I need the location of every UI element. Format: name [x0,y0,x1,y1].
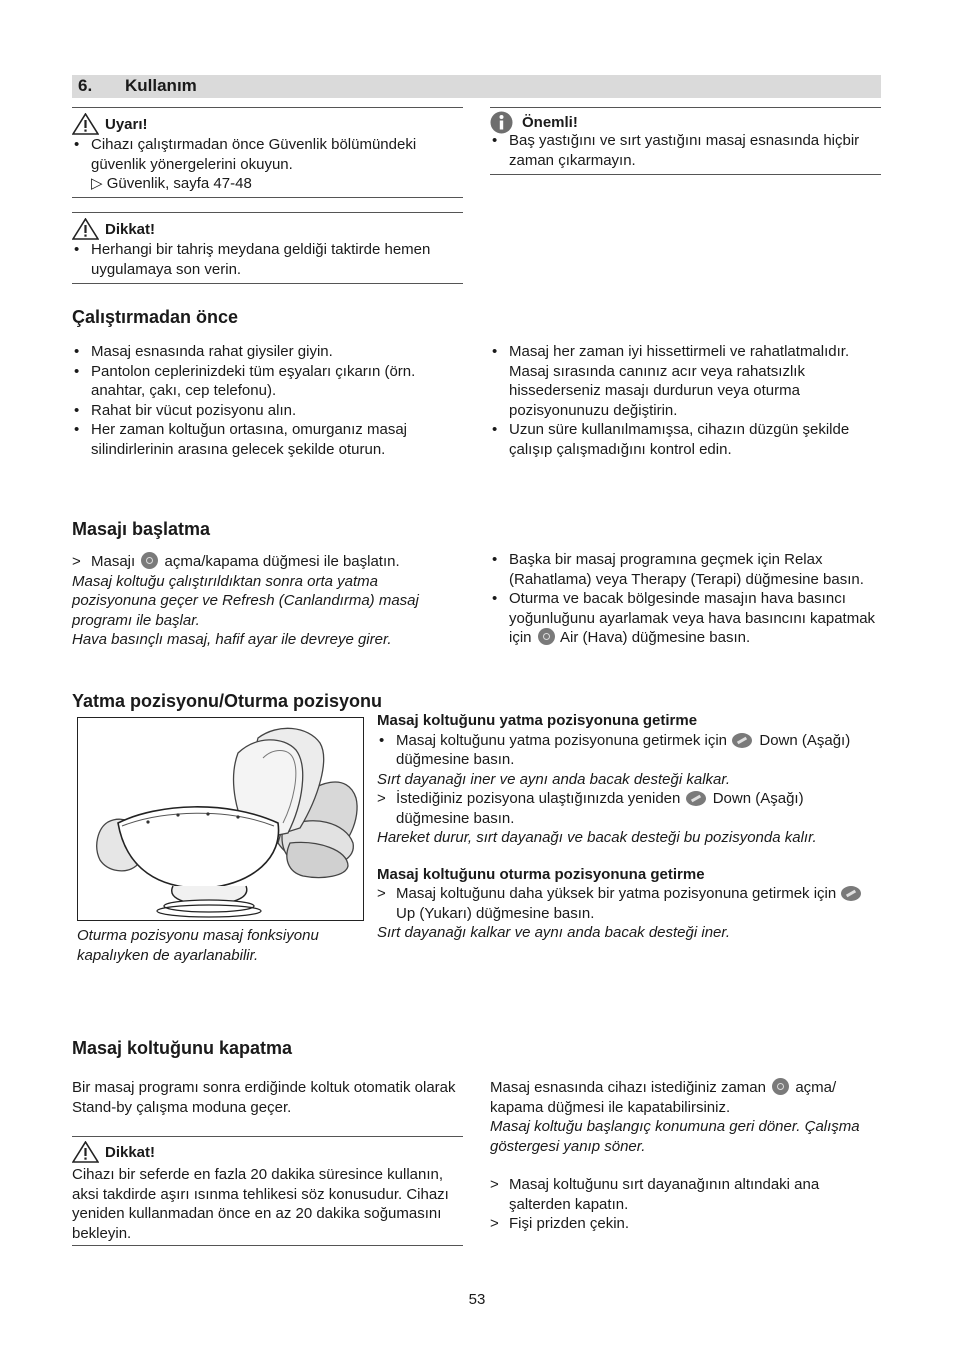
divider [72,197,463,198]
position-instructions [377,711,881,943]
off-right-part: açma/ kapama düğmesi ile kapatabilirsiniz. [490,1079,837,1116]
sit-step-text: Up (Yukarı) düğmesine basın. [396,904,595,922]
divider [72,1136,463,1137]
important-label: Önemli! [522,113,578,131]
caution-box [72,218,463,279]
list-item-text: Down (Aşağı) düğmesine basın. [396,731,851,768]
air-button-icon [538,628,555,645]
list-item: • Her zaman koltuğun ortasına, omurganız masaj silindirlerinin arasına gelecek şekilde oturun. [72,420,463,459]
off-caution-text: Cihazı bir seferde en fazla 20 dakika süresince kullanın, aksi takdirde aşırı ısınma tehlikesi söz konusudur. Cihazı yeniden kullanmadan önce en az 20 dakika soğumasını bekleyin. [72,1166,449,1242]
start-left [72,552,463,650]
figure-caption: Oturma pozisyonu masaj fonksiyonu kapalıyken de ayarlanabilir. [77,927,319,964]
off-step [490,1214,881,1234]
caution-bullet: • Herhangi bir tahriş meydana geldiği taktirde hemen uygulamaya son verin. [72,240,463,279]
start-right-list [490,550,881,648]
important-box [490,110,881,170]
warning-bullet: • Cihazı çalıştırmadan önce Güvenlik bölümündeki güvenlik yönergelerini okuyun. [72,135,463,174]
warning-triangle-icon [72,1141,99,1163]
warning-list [72,135,463,174]
off-paragraph: Bir masaj programı sonra erdiğinde koltuk otomatik olarak Stand-by çalışma moduna geçer. [72,1079,456,1116]
chair-illustration [77,717,364,921]
warning-triangle-icon [72,218,99,240]
list-item: • Masaj esnasında rahat giysiler giyin. [72,342,463,362]
divider [72,212,463,213]
recline-step-text: Down (Aşağı) düğmesine basın. [396,790,804,827]
important-bullet: • Baş yastığını ve sırt yastığını masaj esnasında hiçbir zaman çıkarmayın. [490,131,881,170]
power-button-icon [141,552,158,569]
position-heading: Yatma pozisyonu/Oturma pozisyonu [72,691,383,711]
off-right [490,1078,881,1234]
list-item: • Masaj her zaman iyi hissettirmeli ve rahatlatmalıdır. Masaj sırasında canınız acır veya rahatsızlık hissederseniz masajı durdurun veya oturma pozisyonunuzu değiştirin. [490,342,881,420]
start-step-text: açma/kapama düğmesi ile başlatın. [164,553,400,570]
list-item [490,589,881,648]
list-item-text: Air (Hava) düğmesine basın. [560,629,751,646]
sit-note: Sırt dayanağı kalkar ve aynı anda bacak desteği iner. [377,924,730,941]
off-step-text: Masaj koltuğunu sırt dayanağının altındaki ana şalterden kapatın. [509,1176,820,1213]
recline-list [377,731,881,770]
step-marker: > [377,790,386,807]
up-button-icon [841,886,861,901]
list-item: • Rahat bir vücut pozisyonu alın. [72,401,463,421]
start-note: Masaj koltuğu çalıştırıldıktan sonra orta yatma pozisyonuna geçer ve Refresh (Canlandırma) masaj programı ile başlar. [72,572,419,629]
before-heading: Çalıştırmadan önce [72,307,239,327]
recline-note: Sırt dayanağı iner ve aynı anda bacak desteği kalkar. [377,770,730,788]
warning-box [72,113,463,194]
down-button-icon [686,791,706,806]
warning-triangle-icon [72,113,99,135]
divider [72,283,463,284]
divider [72,1245,463,1246]
list-item: • Uzun süre kullanılmamışsa, cihazın düzgün şekilde çalışıp çalışmadığını kontrol edin. [490,420,881,459]
start-heading: Masajı başlatma [72,519,211,539]
off-caution-label: Dikkat! [105,1143,156,1161]
section-number: 6. [78,76,93,95]
warning-label: Uyarı! [105,115,148,133]
list-item: • Başka bir masaj programına geçmek için Relax (Rahatlama) veya Therapy (Terapi) düğmesine basın. [490,550,881,589]
important-list [490,131,881,170]
list-item [377,731,881,770]
step-marker: > [490,1215,499,1232]
step-marker: > [72,553,81,570]
list-item-text: Masaj koltuğunu yatma pozisyonuna getirmek için [396,731,728,749]
sit-step-text: Masaj koltuğunu daha yüksek bir yatma pozisyonuna getirmek için [396,885,837,902]
divider [490,174,881,175]
start-step [72,552,463,572]
divider [72,107,463,108]
step-marker: > [377,885,386,902]
power-button-icon [772,1078,789,1095]
off-heading: Masaj koltuğunu kapatma [72,1038,293,1058]
divider [490,107,881,108]
off-note: Masaj koltuğu başlangıç konumuna geri döner. Çalışma göstergesi yanıp söner. [490,1118,860,1155]
off-caution-box [72,1141,463,1243]
down-button-icon [732,733,752,748]
sit-step [377,884,881,923]
step-marker: > [490,1176,499,1193]
before-right-list [490,342,881,459]
caution-list [72,240,463,279]
off-right-part: Masaj esnasında cihazı istediğiniz zaman [490,1079,766,1096]
off-right-text [490,1078,881,1117]
warning-reference: ▷ Güvenlik, sayfa 47-48 [91,175,252,192]
recline-step [377,789,881,828]
recline-title: Masaj koltuğunu yatma pozisyonuna getirme [377,712,698,729]
off-step [490,1175,881,1214]
start-note: Hava basınçlı masaj, hafif ayar ile devreye girer. [72,631,392,648]
off-step-text: Fişi prizden çekin. [509,1215,630,1232]
caution-label: Dikkat! [105,220,156,238]
page-number: 53 [468,1291,486,1308]
massage-chair-image [78,718,363,920]
list-item-text: Oturma ve bacak bölgesinde masajın hava basıncı yoğunluğunu ayarlamak veya hava basıncını kapatmak için [509,590,876,646]
section-title: Kullanım [125,76,197,95]
sit-title: Masaj koltuğunu oturma pozisyonuna getirme [377,865,705,883]
before-left-list [72,342,463,459]
list-item: • Pantolon ceplerinizdeki tüm eşyaları çıkarın (örn. anahtar, çakı, cep telefonu). [72,362,463,401]
recline-step-text: İstediğiniz pozisyona ulaştığınızda yeniden [396,790,681,807]
recline-note: Hareket durur, sırt dayanağı ve bacak desteği bu pozisyonda kalır. [377,829,817,846]
start-step-text: Masajı [91,553,136,570]
